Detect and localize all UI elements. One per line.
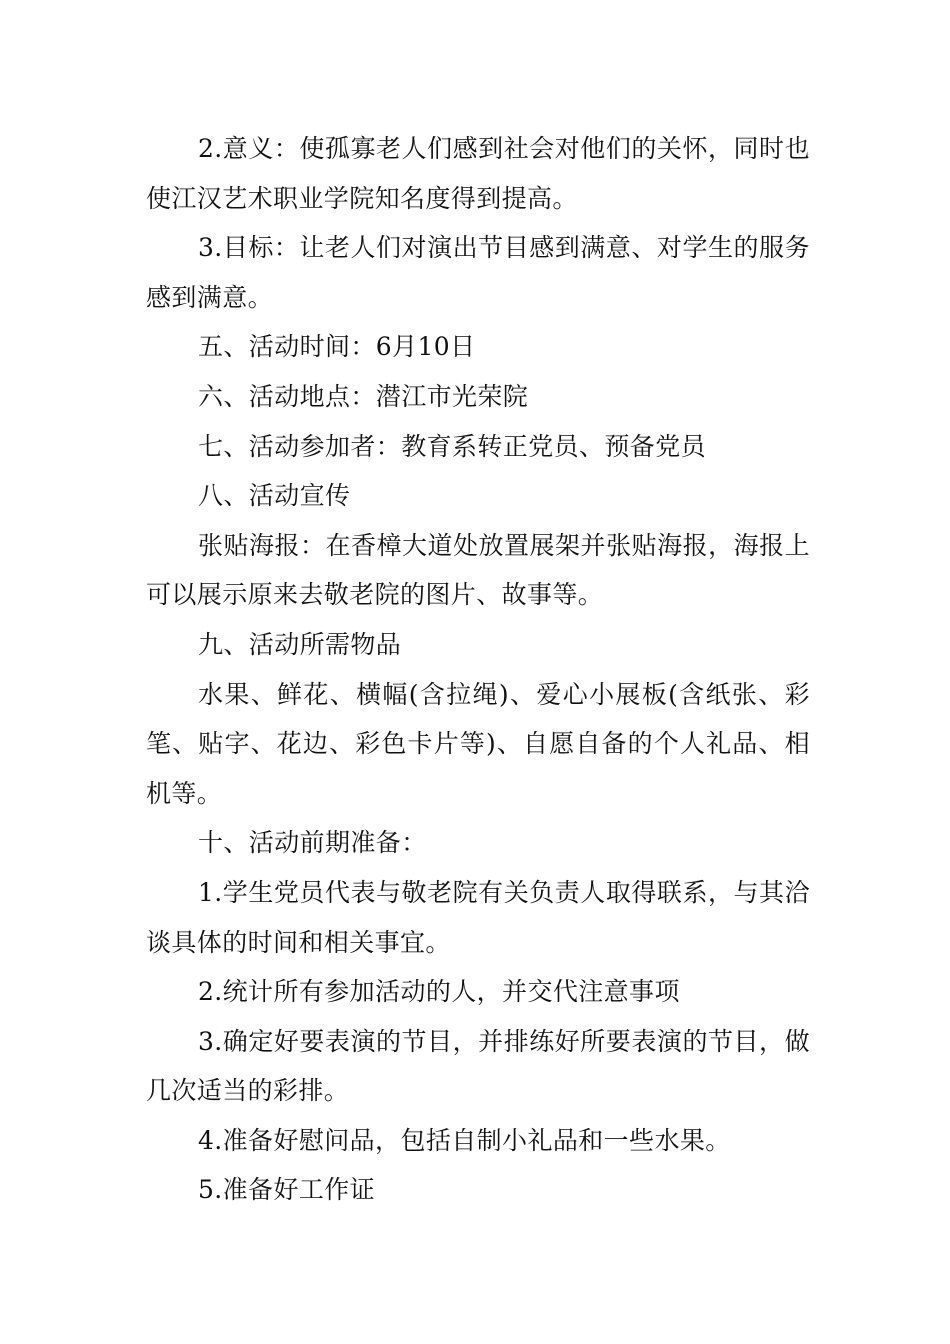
paragraph-activity-time: 五、活动时间：6月10日 bbox=[198, 332, 476, 362]
paragraph-activity-location: 六、活动地点：潜江市光荣院 bbox=[198, 381, 529, 411]
paragraph-prep-contact: 1.学生党员代表与敬老院有关负责人取得联系，与其洽谈具体的时间和相关事宜。 bbox=[146, 877, 810, 957]
paragraph-prep-gifts: 4.准备好慰问品，包括自制小礼品和一些水果。 bbox=[198, 1125, 731, 1155]
paragraph-goal: 3.目标：让老人们对演出节目感到满意、对学生的服务感到满意。 bbox=[146, 233, 810, 312]
paragraph-prep-badges: 5.准备好工作证 bbox=[198, 1175, 376, 1205]
heading-preparation: 十、活动前期准备： bbox=[198, 828, 427, 858]
paragraph-posters: 张贴海报：在香樟大道处放置展架并张贴海报，海报上可以展示原来去敬老院的图片、故事等。 bbox=[146, 530, 810, 610]
heading-publicity: 八、活动宣传 bbox=[198, 481, 351, 511]
paragraph-supplies-list: 水果、鲜花、横幅(含拉绳)、爱心小展板(含纸张、彩笔、贴字、花边、彩色卡片等)、自愿自备的个人礼品、相机等。 bbox=[146, 679, 810, 808]
paragraph-significance: 2.意义：使孤寡老人们感到社会对他们的关怀，同时也使江汉艺术职业学院知名度得到提高。 bbox=[146, 134, 810, 213]
document-body bbox=[146, 124, 810, 1215]
paragraph-prep-rehearsal: 3.确定好要表演的节目，并排练好所要表演的节目，做几次适当的彩排。 bbox=[146, 1026, 810, 1106]
paragraph-prep-headcount: 2.统计所有参加活动的人，并交代注意事项 bbox=[198, 977, 680, 1007]
paragraph-participants: 七、活动参加者：教育系转正党员、预备党员 bbox=[198, 431, 707, 461]
heading-supplies: 九、活动所需物品 bbox=[198, 629, 402, 659]
